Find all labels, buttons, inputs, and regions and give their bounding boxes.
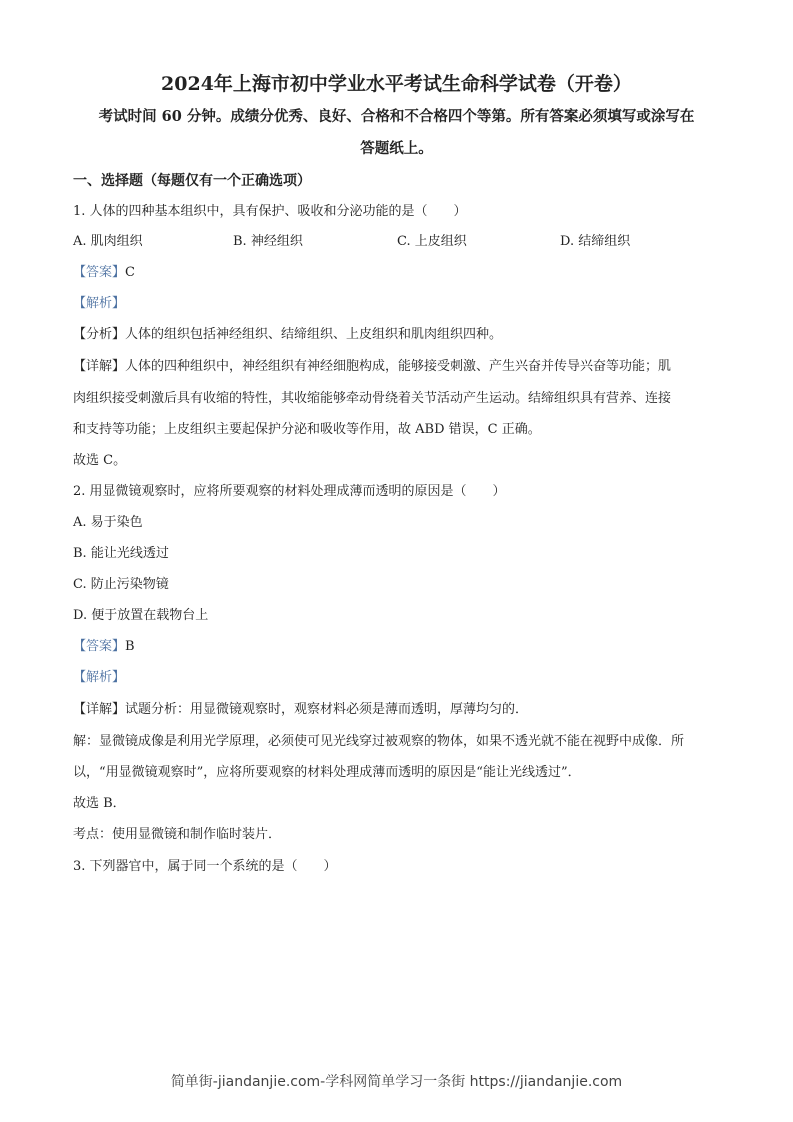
q2-conclusion: 故选 B． — [73, 796, 126, 811]
q1-xiangjie-3: 和支持等功能；上皮组织主要起保护分泌和吸收等作用，故 ABD 错误，C 正确。 — [73, 422, 541, 437]
instructions-line-2: 答题纸上。 — [360, 140, 433, 157]
q2-kaodian: 考点：使用显微镜和制作临时装片． — [73, 827, 282, 842]
q2-xiangjie-3: 以，“用显微镜观察时”，应将所要观察的材料处理成薄而透明的原因是“能让光线透过”． — [73, 765, 581, 780]
q1-option-b: B. 神经组织 — [233, 234, 303, 249]
q1-xiangjie-2: 肉组织接受刺激后具有收缩的特性，其收缩能够牵动骨绕着关节活动产生运动。结缔组织具有营养、连接 — [73, 391, 672, 406]
q1-fenxi: 【分析】人体的组织包括神经组织、结缔组织、上皮组织和肌肉组织四种。 — [73, 327, 503, 342]
q1-analysis-tag: 【解析】 — [73, 296, 126, 311]
q3-stem: 3. 下列器官中，属于同一个系统的是（ ） — [73, 859, 337, 874]
q2-option-b: B. 能让光线透过 — [73, 546, 169, 561]
q1-conclusion: 故选 C。 — [73, 453, 127, 468]
footer-watermark: 简单街-jiandanjie.com-学科网简单学习一条街 https://jiandanjie.com — [170, 1074, 623, 1090]
instructions-line-1: 考试时间 60 分钟。成绩分优秀、良好、合格和不合格四个等第。所有答案必须填写或涂写在 — [98, 108, 695, 125]
q2-xiangjie-2: 解：显微镜成像是利用光学原理，必须使可见光线穿过被观察的物体，如果不透光就不能在视野中成像．所 — [73, 734, 685, 749]
q2-option-c: C. 防止污染物镜 — [73, 577, 169, 592]
q1-answer-value: C — [125, 265, 135, 280]
q1-xiangjie-1: 【详解】人体的四种组织中，神经组织有神经细胞构成，能够接受刺激、产生兴奋并传导兴奋等功能；肌 — [73, 359, 672, 374]
q1-option-a: A. 肌肉组织 — [73, 234, 143, 249]
q2-xiangjie-1: 【详解】试题分析：用显微镜观察时，观察材料必须是薄而透明，厚薄均匀的． — [73, 702, 529, 717]
q2-option-a: A. 易于染色 — [73, 515, 143, 530]
section-heading: 一、选择题（每题仅有一个正确选项） — [73, 173, 311, 189]
answer-tag: 【答案】 — [73, 639, 126, 654]
q2-answer-value: B — [125, 639, 135, 654]
answer-tag: 【答案】 — [73, 265, 126, 280]
q1-option-d: D. 结缔组织 — [560, 234, 631, 249]
q2-answer — [73, 639, 135, 655]
document-title: 2024年上海市初中学业水平考试生命科学试卷（开卷） — [161, 73, 632, 95]
q2-analysis-tag: 【解析】 — [73, 670, 126, 685]
q1-option-c: C. 上皮组织 — [397, 234, 467, 249]
q1-answer — [73, 265, 135, 281]
q1-stem: 1. 人体的四种基本组织中，具有保护、吸收和分泌功能的是（ ） — [73, 204, 467, 219]
q2-option-d: D. 便于放置在载物台上 — [73, 608, 209, 623]
q2-stem: 2. 用显微镜观察时，应将所要观察的材料处理成薄而透明的原因是（ ） — [73, 484, 506, 499]
